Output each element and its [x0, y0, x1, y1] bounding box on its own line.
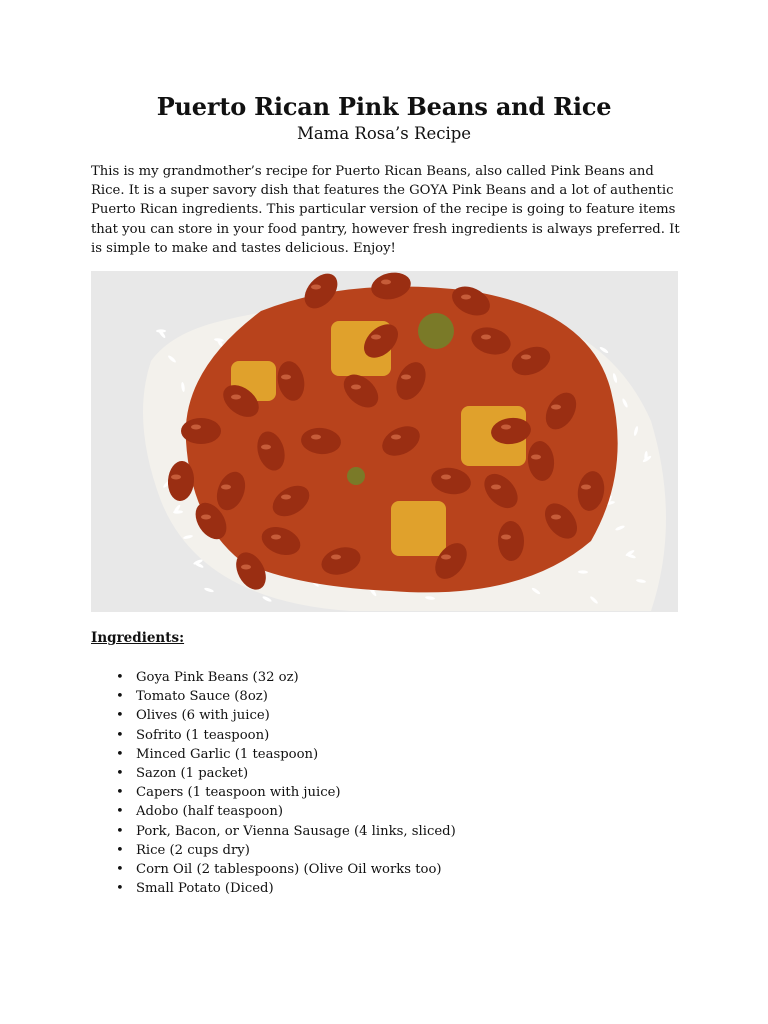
bean-highlight [201, 515, 211, 520]
ingredient-text: Sazon (1 packet) [136, 766, 249, 782]
ingredient-item [91, 687, 456, 706]
ingredient-text: Adobo (half teaspoon) [136, 804, 283, 820]
ingredient-item [91, 879, 456, 898]
bullet-icon: • [116, 862, 124, 878]
bean-highlight [461, 295, 471, 300]
ingredient-item [91, 745, 456, 764]
ingredient-item [91, 726, 456, 745]
bean-highlight [311, 435, 321, 440]
bean-highlight [401, 375, 411, 380]
bean-highlight [281, 375, 291, 380]
bean-highlight [351, 385, 361, 390]
page-subtitle: Mama Rosa’s Recipe [296, 124, 472, 143]
bean [181, 418, 221, 444]
dish-photo [91, 271, 678, 612]
bean-highlight [491, 485, 501, 490]
ingredient-text: Olives (6 with juice) [136, 708, 270, 724]
ingredient-item [91, 668, 456, 687]
bullet-icon: • [116, 842, 124, 858]
bean-highlight [271, 535, 281, 540]
bean-highlight [441, 475, 451, 480]
ingredient-item [91, 764, 456, 783]
intro-paragraph: This is my grandmother’s recipe for Puerto Rican Beans, also called Pink Beans and Rice. It is a super savory dish that features the GOYA Pink Beans and a lot of authentic Puerto Rican ingredients. This particular version of the recipe is going to feature items that you can store in your food pantry, however fresh ingredients is always preferred. It is simple to make and tastes delicious. Enjoy! [91, 164, 680, 256]
ingredient-item [91, 860, 456, 879]
bean-highlight [581, 485, 591, 490]
bullet-icon: • [116, 766, 124, 782]
ingredient-text: Tomato Sauce (8oz) [136, 689, 268, 705]
bean-highlight [171, 475, 181, 480]
bean-highlight [481, 335, 491, 340]
ingredient-text: Pork, Bacon, or Vienna Sausage (4 links, sliced) [136, 823, 456, 839]
olive [347, 467, 365, 485]
page-title: Puerto Rican Pink Beans and Rice [156, 92, 612, 121]
bean-highlight [221, 485, 231, 490]
ingredient-item [91, 783, 456, 802]
ingredients-list [91, 668, 456, 898]
ingredient-text: Minced Garlic (1 teaspoon) [136, 746, 319, 762]
ingredient-item [91, 822, 456, 841]
bean-highlight [311, 285, 321, 290]
olive [418, 313, 454, 349]
bean-highlight [551, 405, 561, 410]
bean-highlight [191, 425, 201, 430]
bullet-icon: • [116, 804, 124, 820]
bean-highlight [381, 280, 391, 285]
dish-illustration [91, 271, 678, 612]
bullet-icon: • [116, 689, 124, 705]
bean-highlight [371, 335, 381, 340]
bean-highlight [241, 565, 251, 570]
bean-highlight [331, 555, 341, 560]
bullet-icon: • [116, 785, 124, 801]
bean-highlight [261, 445, 271, 450]
bean-highlight [231, 395, 241, 400]
ingredient-text: Capers (1 teaspoon with juice) [136, 785, 341, 801]
bean-highlight [441, 555, 451, 560]
bean-highlight [521, 355, 531, 360]
bean-highlight [391, 435, 401, 440]
bean-highlight [281, 495, 291, 500]
ingredients-heading: Ingredients: [91, 630, 185, 646]
bean-highlight [501, 535, 511, 540]
ingredient-item [91, 802, 456, 821]
ingredient-text: Rice (2 cups dry) [136, 842, 250, 858]
potato-cube [391, 501, 446, 556]
bullet-icon: • [116, 881, 124, 897]
bullet-icon: • [116, 708, 124, 724]
bean-highlight [501, 425, 511, 430]
ingredient-text: Sofrito (1 teaspoon) [136, 727, 270, 743]
ingredient-text: Small Potato (Diced) [136, 881, 274, 897]
ingredient-item [91, 706, 456, 725]
bullet-icon: • [116, 823, 124, 839]
bullet-icon: • [116, 727, 124, 743]
ingredient-text: Goya Pink Beans (32 oz) [136, 670, 299, 685]
bullet-icon: • [116, 746, 124, 762]
ingredient-item [91, 841, 456, 860]
ingredient-text: Corn Oil (2 tablespoons) (Olive Oil works too) [136, 862, 442, 878]
bean-highlight [531, 455, 541, 460]
bean-highlight [551, 515, 561, 520]
bullet-icon: • [116, 670, 124, 685]
